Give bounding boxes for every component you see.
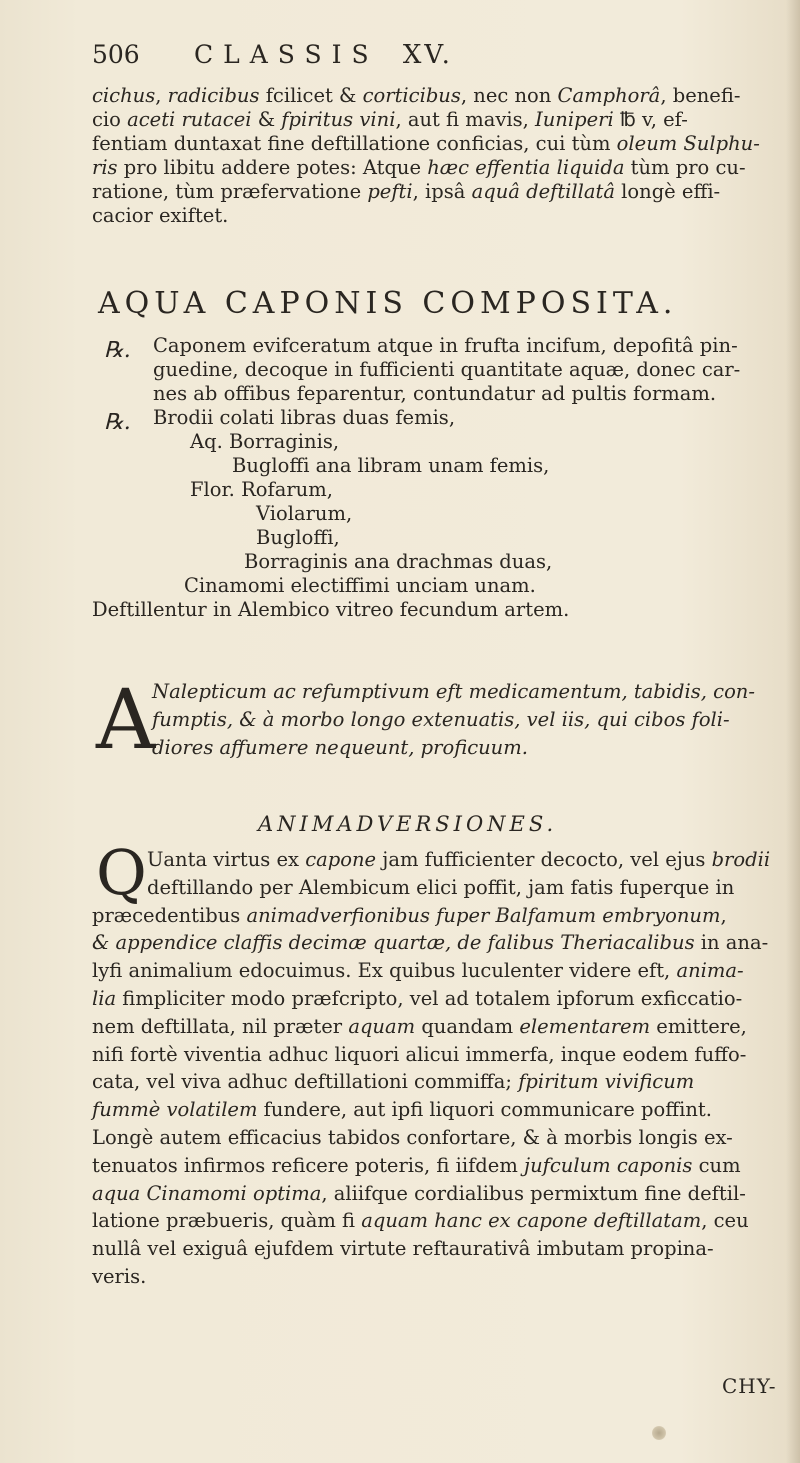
text-line [92,108,688,132]
roman-span: pro libitu addere potes: Atque [117,156,428,179]
recipe-line: Borraginis ana drachmas duas, [244,550,553,573]
roman-span: latione præbueris, quàm fi [92,1209,362,1233]
italic-span: jufculum caponis [524,1153,693,1177]
roman-span: , nec non [460,84,558,107]
roman-span: , benefi- [660,84,741,107]
page-edge-shadow [786,0,800,1463]
recipe-line: Bugloffi ana libram unam femis, [232,454,550,477]
animadversiones-heading: ANIMADVERSIONES. [258,812,558,836]
recipe-line: Aq. Borraginis, [190,430,340,453]
text-line [92,1070,694,1094]
roman-span: , aliifque cordialibus permixtum fine deftil- [321,1181,746,1205]
italic-span: pefti [367,180,413,203]
roman-span: , ipsâ [412,180,472,203]
italic-span: & appendice claffis decimæ quartæ, de falibus [92,931,555,955]
roman-span: præcedentibus [92,903,247,927]
italic-span: aceti rutacei [127,108,252,131]
italic-span: aqua Cinamomi optima [92,1181,322,1205]
recipe-line: Bugloffi, [256,526,340,549]
page-stain [652,1426,666,1440]
italic-span: aquam [348,1014,416,1038]
roman-span: veris. [92,1265,147,1288]
text-line [92,1154,741,1178]
recipe-title: AQUA CAPONIS COMPOSITA. [98,286,678,321]
roman-span: quandam [415,1014,520,1038]
text-line [147,876,734,900]
roman-span: tenuatos infirmos reficere poteris, fi iifdem [92,1153,525,1177]
recipe-line: Flor. Rofarum, [190,478,333,501]
italic-span: fpiritus vini [281,108,396,131]
italic-span: Camphorâ [557,84,661,107]
text-line [92,1098,712,1122]
text-line [92,132,760,156]
roman-span: & [251,108,282,131]
roman-span: tùm pro cu- [624,156,746,179]
recipe-line: Cinamomi electiffimi unciam unam. [184,574,536,597]
drop-cap-q: Q [96,836,147,909]
catchword: CHY- [722,1374,777,1398]
text-line [92,1265,146,1289]
italic-span: radicibus [167,84,260,107]
section-number: XV. [402,40,453,70]
text-line [92,1237,714,1261]
text-line [92,1126,733,1150]
recipe-line: nes ab offibus feparentur, contundatur ad pultis formam. [153,382,717,405]
italic-span: anima- [676,959,744,983]
roman-span: fentiam duntaxat fine deftillatione conficias, cui tùm [92,132,617,155]
roman-span: cata, vel viva adhuc deftillationi commiffa; [92,1070,519,1094]
text-line [92,204,228,228]
roman-span: jam fufficienter decocto, vel ejus [376,848,712,871]
recipe-line: guedine, decoque in fufficienti quantitate aquæ, donec car- [153,358,741,381]
italic-span: aquâ deftillatâ [471,180,615,203]
roman-span: , aut fi mavis, [395,108,536,131]
text-line [92,180,720,204]
text-line [92,904,727,928]
recipe-symbol: ℞. [104,338,131,363]
page-number: 506 [92,40,140,69]
roman-span: cio [92,108,128,131]
italic-span: aquam hanc ex capone deftillatam [361,1209,702,1233]
text-line [92,931,768,955]
roman-span: nullâ vel exiguâ ejufdem virtute reftaurativâ imbutam propina- [92,1237,714,1261]
text-line [92,959,744,983]
roman-span: lyfi animalium edocuimus. Ex quibus luculenter videre eft, [92,959,677,983]
italic-span: capone [305,848,377,871]
roman-span: fimpliciter modo præfcripto, vel ad totalem ipforum exficcatio- [116,987,743,1010]
text-line [92,1209,749,1233]
text-line [92,1043,746,1067]
roman-span: nifi fortè viventia adhuc liquori alicui immerfa, inque eodem fuffo- [92,1042,747,1066]
italic-span: ris [92,156,118,179]
roman-span: ratione, tùm præfervatione [92,180,368,203]
roman-span: , [720,903,727,927]
recipe-line: Brodii colati libras duas femis, [153,406,456,429]
text-line [147,848,770,872]
italic-span: corticibus [362,84,461,107]
recipe-symbol: ℞. [104,410,131,435]
roman-span: , ceu [701,1209,749,1233]
roman-span: Uanta virtus ex [147,848,306,871]
roman-span: emittere, [650,1014,747,1038]
italic-span: animadverfionibus fuper Balfamum embryonum [246,903,721,927]
text-line [92,1182,746,1206]
roman-span: ℔ v, ef- [613,108,688,131]
roman-span: fcilicet & [259,84,363,107]
drop-cap-a: A [96,673,156,768]
text-line [92,156,746,180]
italic-span: Iuniperi [535,108,614,131]
italic-span: fummè volatilem [92,1098,258,1122]
italic-span: fpiritum vivificum [518,1070,695,1094]
roman-span: in ana- [694,931,769,955]
running-title: CLASSIS [193,40,379,69]
analeptic-line: Nalepticum ac refumptivum eft medicamentum, tabidis, con- [152,680,755,703]
italic-span: lia [92,987,117,1010]
roman-span: Longè autem efficacius tabidos confortare, & à morbis longis ex- [92,1126,733,1149]
recipe-line: Caponem evifceratum atque in frufta incifum, depofitâ pin- [153,334,738,357]
text-line [92,987,742,1011]
text-line [92,1015,747,1039]
running-header [92,40,453,70]
roman-span: cacior exiftet. [92,204,229,227]
italic-span: cichus [92,84,156,107]
analeptic-line: fumptis, & à morbo longo extenuatis, vel iis, qui cibos foli- [152,708,730,731]
roman-span: longè effi- [614,180,721,203]
recipe-line: Violarum, [256,502,353,525]
roman-span: , [155,84,168,107]
italic-span: elementarem [519,1014,651,1038]
recipe-line: Deftillentur in Alembico vitreo fecundum artem. [92,598,570,621]
text-line [92,84,740,108]
italic-span: brodii [711,848,771,871]
roman-span: deftillando per Alembicum elici poffit, jam fatis fuperque in [147,875,735,899]
roman-span: nem deftillata, nil præter [92,1014,349,1038]
roman-span: fundere, aut ipfi liquori communicare poffint. [257,1098,712,1122]
analeptic-line: diores affumere nequeunt, proficuum. [152,736,528,759]
italic-span: Theriacalibus [554,931,695,955]
roman-span: cum [692,1153,741,1177]
italic-span: oleum Sulphu- [616,132,760,155]
italic-span: hæc effentia liquida [427,156,625,179]
